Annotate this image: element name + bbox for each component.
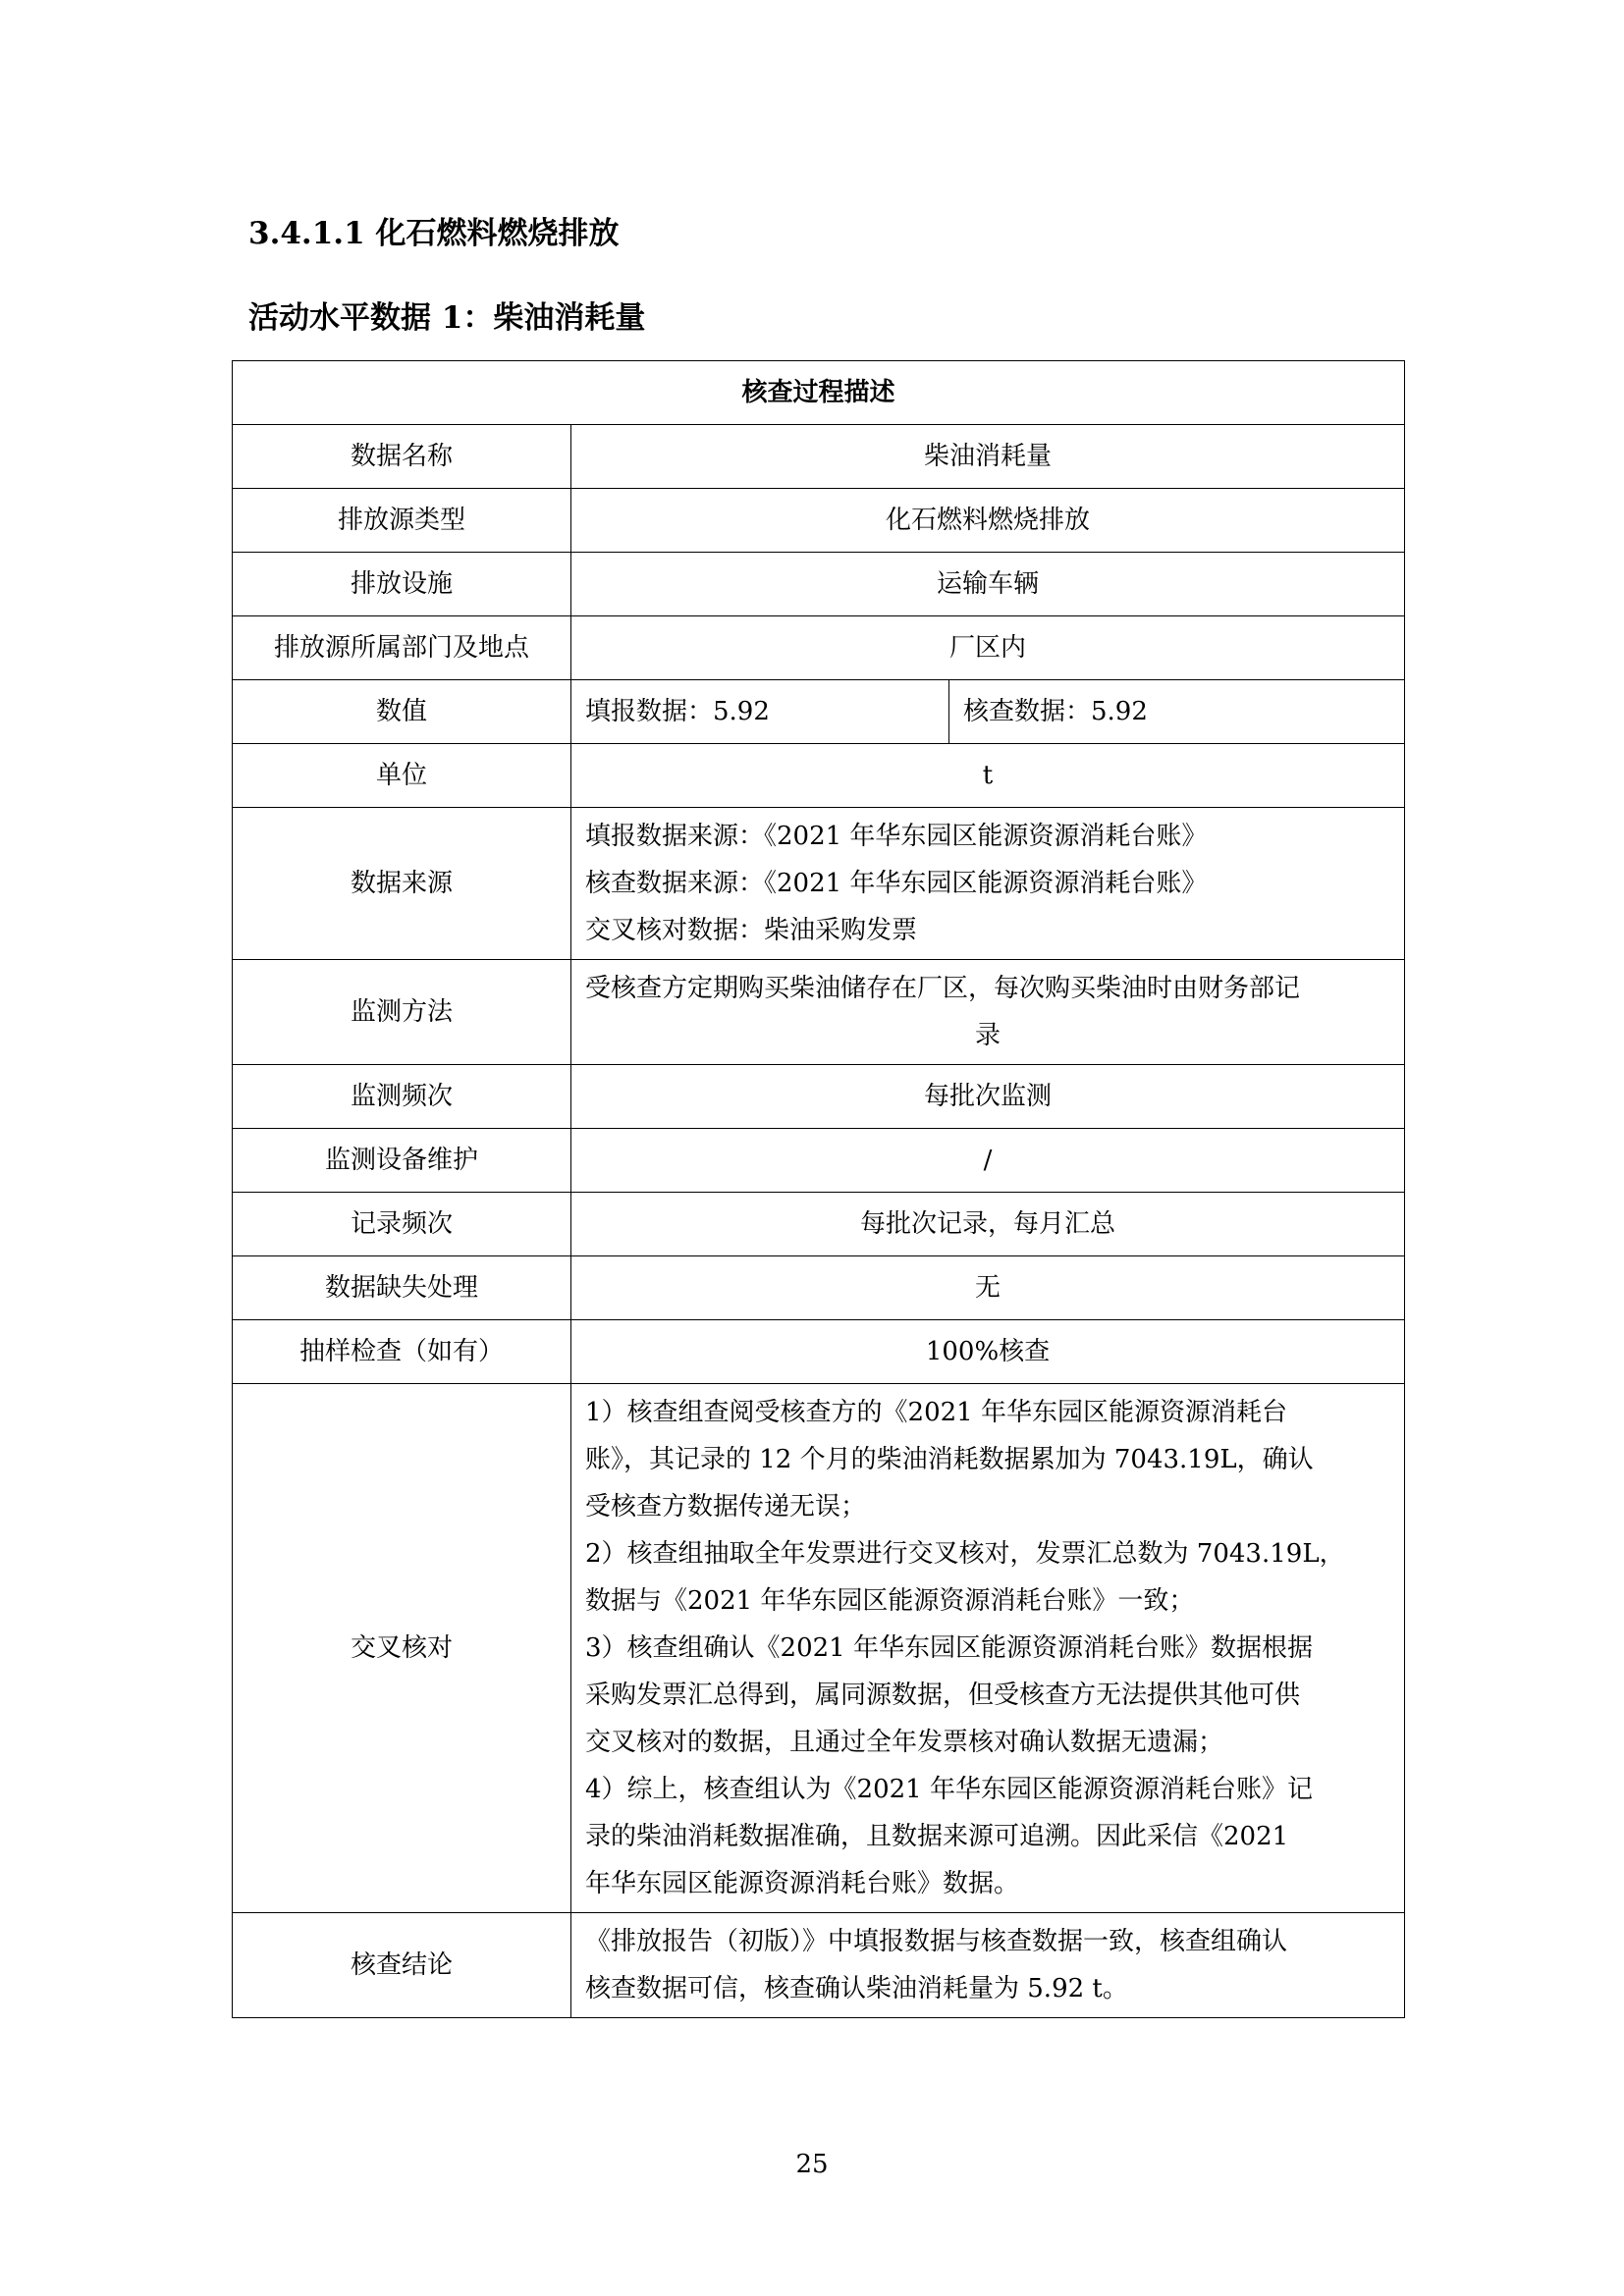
source-type-label: 排放源类型 <box>233 489 571 553</box>
table-row <box>233 744 1405 808</box>
missing-data-label: 数据缺失处理 <box>233 1256 571 1320</box>
data-source-line: 核查数据来源：《2021 年华东园区能源资源消耗台账》 <box>585 869 1208 898</box>
table-row <box>233 553 1405 616</box>
unit-value: t <box>571 744 1405 808</box>
cross-check-line: 账》，其记录的 12 个月的柴油消耗数据累加为 7043.19L，确认 <box>585 1445 1314 1474</box>
data-source-line: 填报数据来源：《2021 年华东园区能源资源消耗台账》 <box>585 822 1208 851</box>
facility-value: 运输车辆 <box>571 553 1405 616</box>
sampling-value: 100%核查 <box>571 1320 1405 1384</box>
table-row <box>233 1193 1405 1256</box>
table-row <box>233 680 1405 744</box>
reported-value: 填报数据：5.92 <box>571 680 949 744</box>
table-row <box>233 1256 1405 1320</box>
data-source-line: 交叉核对数据：柴油采购发票 <box>585 916 918 945</box>
frequency-value: 每批次监测 <box>571 1065 1405 1129</box>
cross-check-line: 采购发票汇总得到，属同源数据，但受核查方无法提供其他可供 <box>585 1681 1301 1710</box>
cross-check-line: 受核查方数据传递无误； <box>585 1492 867 1522</box>
data-name-value: 柴油消耗量 <box>571 425 1405 489</box>
location-value: 厂区内 <box>571 616 1405 680</box>
table-row <box>233 616 1405 680</box>
subheading: 活动水平数据 1：柴油消耗量 <box>248 300 646 336</box>
verified-value: 核查数据：5.92 <box>949 680 1405 744</box>
maintenance-value: / <box>571 1129 1405 1193</box>
cross-check-line: 数据与《2021 年华东园区能源资源消耗台账》一致； <box>585 1586 1195 1616</box>
table-row <box>233 1384 1405 1913</box>
record-frequency-value: 每批次记录，每月汇总 <box>571 1193 1405 1256</box>
data-name-label: 数据名称 <box>233 425 571 489</box>
method-label: 监测方法 <box>233 960 571 1065</box>
table-row <box>233 425 1405 489</box>
sampling-label: 抽样检查（如有） <box>233 1320 571 1384</box>
table-title: 核查过程描述 <box>233 361 1405 425</box>
cross-check-line: 1）核查组查阅受核查方的《2021 年华东园区能源资源消耗台 <box>585 1398 1287 1427</box>
frequency-label: 监测频次 <box>233 1065 571 1129</box>
cross-check-line: 4）综上，核查组认为《2021 年华东园区能源资源消耗台账》记 <box>585 1775 1313 1804</box>
table-row <box>233 808 1405 960</box>
table-row <box>233 960 1405 1065</box>
verification-table <box>232 360 1405 2018</box>
cross-check-label: 交叉核对 <box>233 1384 571 1913</box>
source-type-value: 化石燃料燃烧排放 <box>571 489 1405 553</box>
value-label: 数值 <box>233 680 571 744</box>
missing-data-value: 无 <box>571 1256 1405 1320</box>
method-cell <box>571 960 1405 1065</box>
cross-check-line: 2）核查组抽取全年发票进行交叉核对，发票汇总数为 7043.19L， <box>585 1539 1345 1569</box>
section-heading: 3.4.1.1 化石燃料燃烧排放 <box>248 216 620 251</box>
location-label: 排放源所属部门及地点 <box>233 616 571 680</box>
table-row <box>233 1320 1405 1384</box>
record-frequency-label: 记录频次 <box>233 1193 571 1256</box>
conclusion-cell <box>571 1913 1405 2018</box>
cross-check-line: 年华东园区能源资源消耗台账》数据。 <box>585 1869 1020 1898</box>
table-row <box>233 1129 1405 1193</box>
conclusion-line: 《排放报告（初版）》中填报数据与核查数据一致，核查组确认 <box>585 1927 1288 1956</box>
method-line: 受核查方定期购买柴油储存在厂区，每次购买柴油时由财务部记 <box>585 974 1301 1003</box>
table-row <box>233 1913 1405 2018</box>
conclusion-line: 核查数据可信，核查确认柴油消耗量为 5.92 t。 <box>585 1974 1128 2003</box>
cross-check-cell <box>571 1384 1405 1913</box>
table-row <box>233 1065 1405 1129</box>
unit-label: 单位 <box>233 744 571 808</box>
data-source-label: 数据来源 <box>233 808 571 960</box>
cross-check-line: 交叉核对的数据，且通过全年发票核对确认数据无遗漏； <box>585 1728 1224 1757</box>
conclusion-label: 核查结论 <box>233 1913 571 2018</box>
method-line: 录 <box>974 1021 1001 1050</box>
cross-check-line: 录的柴油消耗数据准确，且数据来源可追溯。因此采信《2021 <box>585 1822 1289 1851</box>
cross-check-line: 3）核查组确认《2021 年华东园区能源资源消耗台账》数据根据 <box>585 1633 1313 1663</box>
maintenance-label: 监测设备维护 <box>233 1129 571 1193</box>
table-row <box>233 489 1405 553</box>
page-number: 25 <box>795 2150 829 2179</box>
data-source-cell <box>571 808 1405 960</box>
facility-label: 排放设施 <box>233 553 571 616</box>
